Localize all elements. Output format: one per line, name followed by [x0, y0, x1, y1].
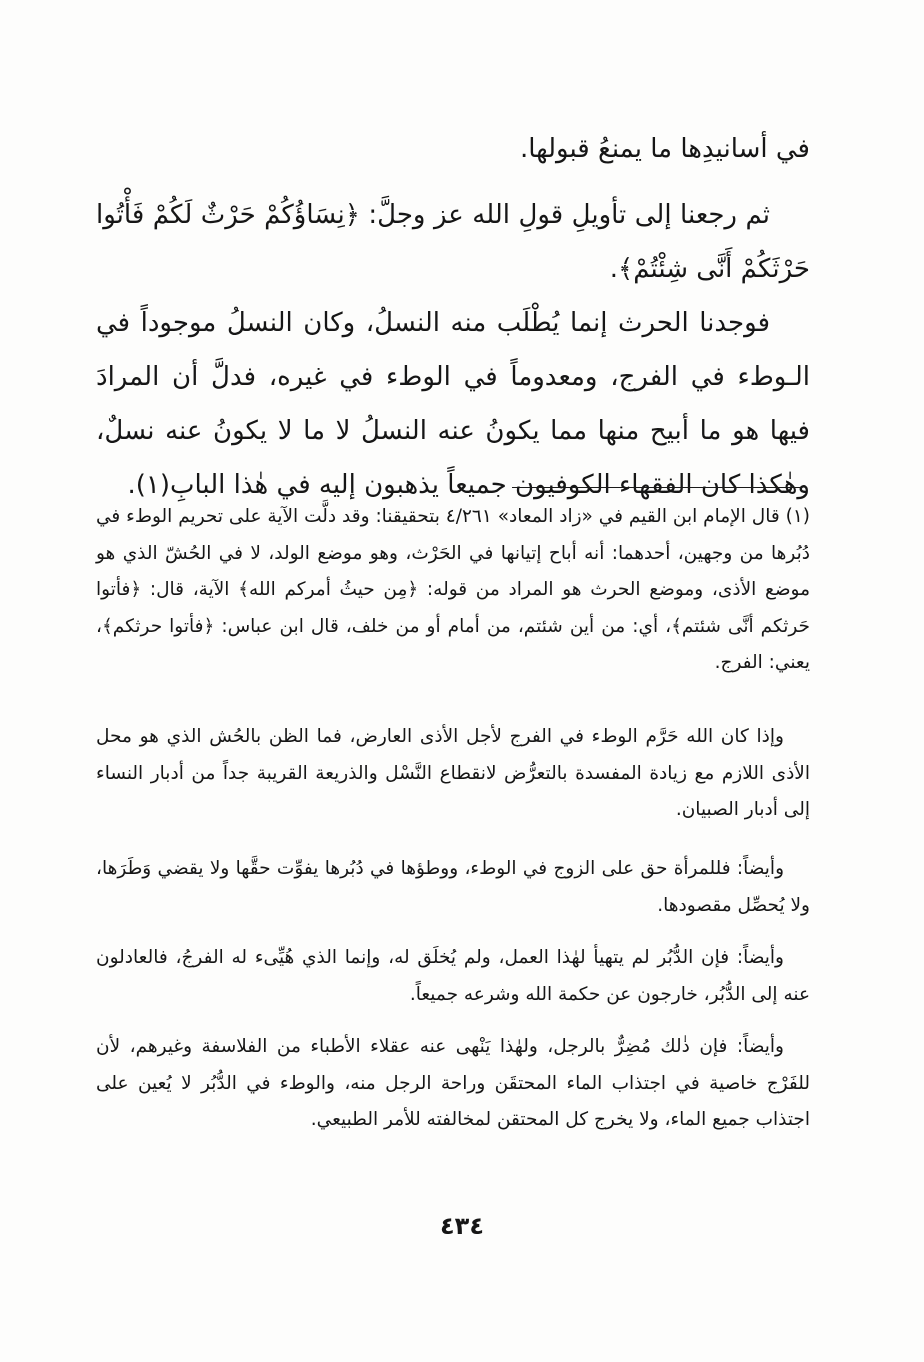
footnote-paragraph-3: وأيضاً: فللمرأة حق على الزوج في الوطء، ووطؤها في دُبُرها يفوِّت حقَّها ولا يقضي وَطَرَها، ولا يُحصِّل مقصودها. [96, 858, 810, 916]
footnote-paragraph-4: وأيضاً: فإن الدُّبُر لم يتهيأ لهٰذا العمل، ولم يُخلَق له، وإنما الذي هُيِّىء له الفرجُ، فالعادلون عنه إلى الدُّبُر، خارجون عن حكمة الله وشرعه جميعاً. [96, 947, 810, 1005]
main-paragraph-continuation: في أسانيدِها ما يمنعُ قبولها. [519, 134, 810, 164]
main-paragraph-verse: ثم رجعنا إلى تأويلِ قولِ الله عز وجلَّ: ﴿نِسَاؤُكُمْ حَرْثٌ لَكُمْ فَأْتُوا حَرْثَكُمْ أَنَّى شِئْتُمْ﴾. [96, 200, 810, 284]
footnote-paragraph-2: وإذا كان الله حَرَّم الوطء في الفرج لأجل الأذى العارض، فما الظن بالحُش الذي هو محل الأذى اللازم مع زيادة المفسدة بالتعرُّض لانقطاع النَّسْل والذريعة القريبة جداً من أدبار النساء إلى أدبار الصبيان. [96, 726, 810, 820]
footnote-paragraph-5: وأيضاً: فإن ذٰلك مُضِرٌّ بالرجل، ولهٰذا يَنْهى عنه عقلاء الأطباء من الفلاسفة وغيرهم، لأن للفَرْج خاصية في اجتذاب الماء المحتقَن وراحة الرجل منه، والوطء في الدُّبُر لا يُعين على اجتذاب جميع الماء، ولا يخرج كل المحتقن لمخالفته للأمر الطبيعي. [96, 1036, 810, 1130]
main-paragraph-conclusion: فوجدنا الحرث إنما يُطْلَب منه النسلُ، وكان النسلُ موجوداً في الـوطء في الفرج، ومعدوماً في الوطء في غيره، فدلَّ أن المرادَ فيها هو ما أبيح منها مما يكونُ عنه النسلُ لا ما لا يكونُ عنه نسلٌ، وهٰكذا كان الفقهاء الكوفيون جميعاً يذهبون إليه في هٰذا البابِ(١). [96, 308, 810, 500]
footnote-separator [512, 487, 802, 488]
footnote-1: (١) قال الإمام ابن القيم في «زاد المعاد» ٤/٢٦١ بتحقيقنا: وقد دلَّت الآية على تحريم الوطء في دُبُرها من وجهين، أحدهما: أنه أباح إتيانها في الحَرْث، وهو موضع الولد، لا في الحُشّ الذي هو موضع الأذى، وموضع الحرث هو المراد من قوله: ﴿مِن حيثُ أمركم الله﴾ الآية، قال: ﴿فأتوا حَرثكم أنَّى شئتم﴾، أي: من أين شئتم، من أمام أو من خلف، قال ابن عباس: ﴿فأتوا حرثكم﴾، يعني: الفرج. [96, 506, 810, 673]
page-number: ٤٣٤ [440, 1212, 484, 1240]
